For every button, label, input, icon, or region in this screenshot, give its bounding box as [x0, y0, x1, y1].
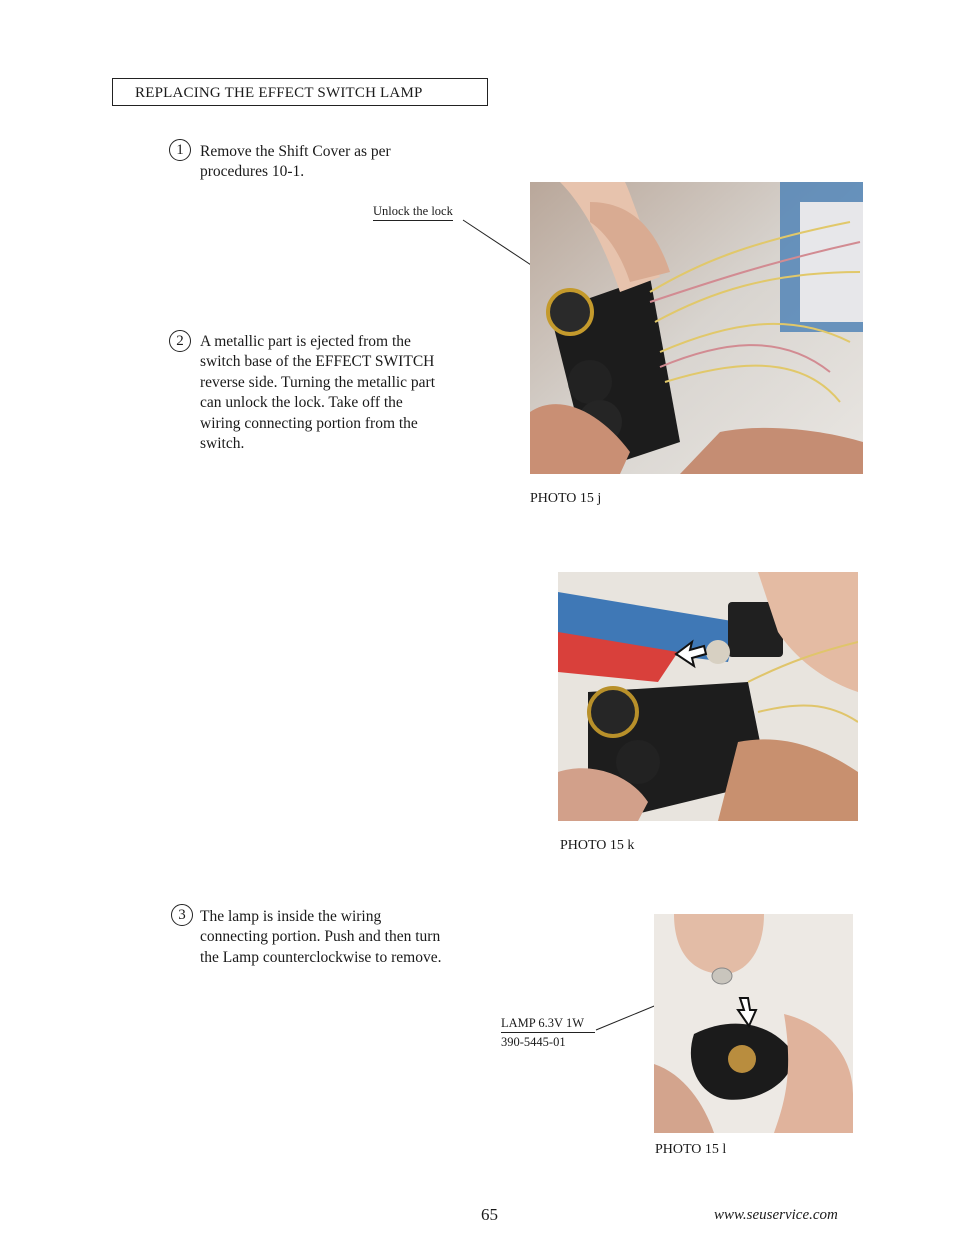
- photo-15j: [530, 182, 863, 474]
- photo-15l-caption: PHOTO 15 l: [655, 1142, 727, 1157]
- step-1-text: Remove the Shift Cover as per procedures 10-1.: [200, 143, 391, 181]
- step-2-text: A metallic part is ejected from the switch base of the EFFECT SWITCH reverse side. Turning the metallic part can unlock the lock. Take off the wiring connecting portion from the switch.: [200, 333, 436, 453]
- lamp-part-number: 390-5445-01: [501, 1035, 566, 1049]
- photo-15k-caption: PHOTO 15 k: [560, 838, 635, 853]
- photo-15l: [654, 914, 853, 1133]
- step-1-number: 1: [169, 139, 191, 161]
- step-3-text: The lamp is inside the wiring connecting portion. Push and then turn the Lamp counterclockwise to remove.: [200, 908, 442, 966]
- photo-15j-caption: PHOTO 15 j: [530, 491, 602, 506]
- unlock-callout: Unlock the lock: [373, 204, 453, 221]
- step-2-number: 2: [169, 330, 191, 352]
- page-number: 65: [481, 1205, 498, 1224]
- section-title: REPLACING THE EFFECT SWITCH LAMP: [112, 78, 488, 106]
- website-url: www.seuservice.com: [714, 1207, 838, 1223]
- step-3-number: 3: [171, 904, 193, 926]
- photo-15k: [558, 572, 858, 821]
- lamp-callout: LAMP 6.3V 1W: [501, 1016, 595, 1033]
